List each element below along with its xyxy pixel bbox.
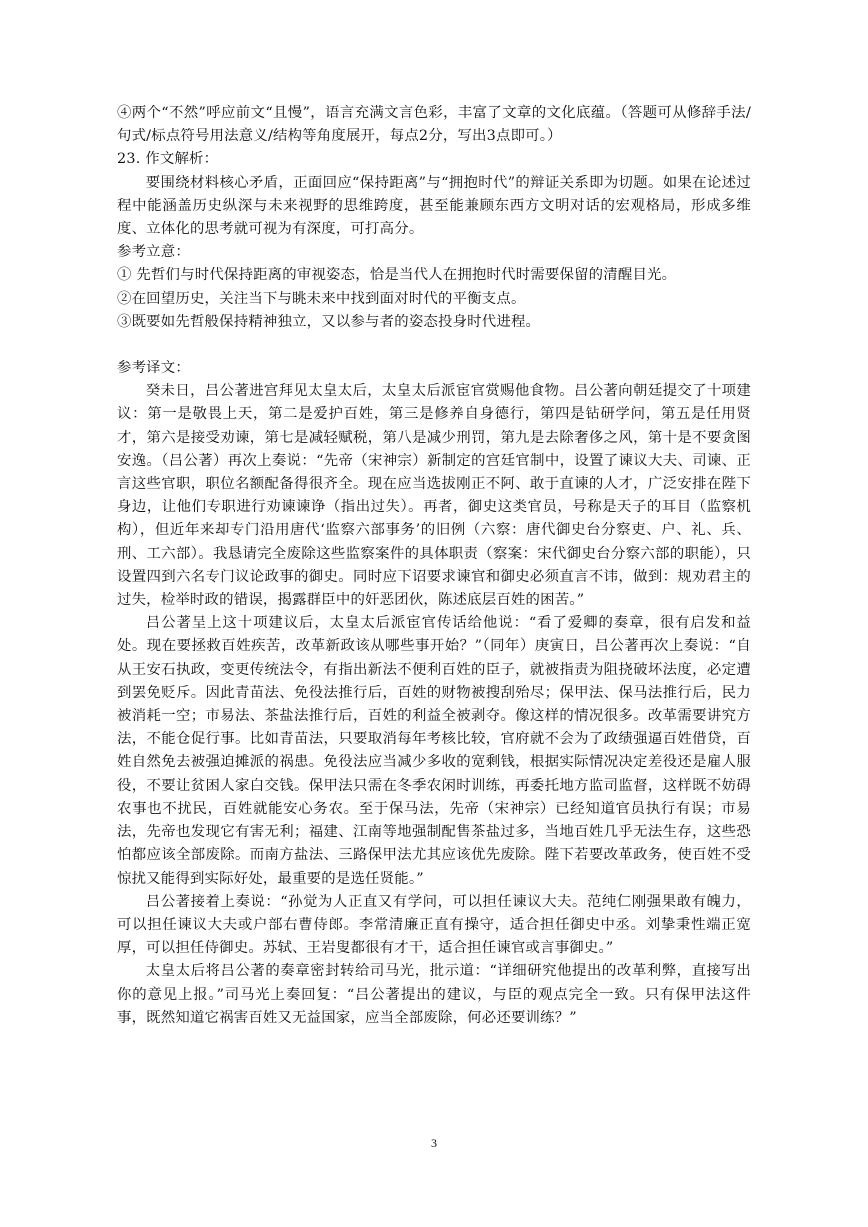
page-number: 3 bbox=[431, 1136, 437, 1150]
reference-point-3: ③既要如先哲般保持精神独立，又以参与者的姿态投身时代进程。 bbox=[117, 313, 541, 330]
translation-heading: 参考译文： bbox=[117, 360, 190, 377]
reference-heading: 参考立意： bbox=[117, 244, 190, 261]
essay-analysis: 要围绕材料核心矛盾，正面回应“保持距离”与“拥抱时代”的辩证关系即为切题。如果在论述过程中能涵盖历史纵深与未来视野的思维跨度，甚至能兼顾东西方文明对话的宏观格局，形成多维度、立体化的思考就可视为有深度，可打高分。 bbox=[117, 174, 751, 238]
reference-point-2: ②在回望历史，关注当下与眺未来中找到面对时代的平衡支点。 bbox=[117, 290, 526, 307]
translation-paragraph-4: 太皇太后将吕公著的奏章密封转给司马光，批示道：“详细研究他提出的改革利弊，直接写出你的意见上报。”司马光上奏回复：“吕公著提出的建议，与臣的观点完全一致。只有保甲法这件事，既然知道它祸害百姓又无益国家，应当全部废除，何必还要训练？” bbox=[117, 963, 751, 1026]
section-spacer bbox=[117, 334, 751, 357]
reference-point-1: ① 先哲们与时代保持距离的审视姿态，恰是当代人在拥抱时代时需要保留的清醒目光。 bbox=[117, 267, 677, 284]
essay-heading: 23. 作文解析： bbox=[117, 151, 219, 168]
translation-paragraph-1: 癸未日，吕公著进宫拜见太皇太后，太皇太后派宦官赏赐他食物。吕公著向朝廷提交了十项建议：第一是敬畏上天，第二是爱护百姓，第三是修养自身德行，第四是钻研学问，第五是任用贤才，第六是接受劝谏，第七是减轻赋税，第八是减少刑罚，第九是去除奢侈之风，第十是不要贪图安逸。（吕公著）再次上奏说：“先帝（宋神宗）新制定的宫廷官制中，设置了谏议大夫、司谏、正言这些官职，职位名额配备得很齐全。现在应当选拔刚正不阿、敢于直谏的人才，广泛安排在陛下身边，让他们专职进行劝谏谏诤（指出过失）。再者，御史这类官员，号称是天子的耳目（监察机构），但近年来却专门沿用唐代‘监察六部事务’的旧例（六察：唐代御史台分察吏、户、礼、兵、刑、工六部）。我恳请完全废除这些监察案件的具体职责（察案：宋代御史台分察六部的职能），只设置四到六名专门议论政事的御史。同时应下诏要求谏官和御史必须直言不讳，做到：规劝君主的过失，检举时政的错误，揭露群臣中的奸恶团伙，陈述底层百姓的困苦。” bbox=[117, 383, 751, 609]
answer-note: ④两个“不然”呼应前文“且慢”，语言充满文言色彩，丰富了文章的文化底蕴。（答题可从修辞手法/句式/标点符号用法意义/结构等角度展开，每点2分，写出3点即可。） bbox=[117, 105, 751, 145]
translation-paragraph-2: 吕公著呈上这十项建议后，太皇太后派宦官传话给他说：“看了爱卿的奏章，很有启发和益处。现在要拯救百姓疾苦，改革新政该从哪些事开始？”（同年）庚寅日，吕公著再次上奏说：“自从王安石执政，变更传统法令，有指出新法不便利百姓的臣子，就被指责为阻挠破坏法度，必定遭到罢免贬斥。因此青苗法、免役法推行后，百姓的财物被搜刮殆尽；保甲法、保马法推行后，民力被消耗一空；市易法、茶盐法推行后，百姓的利益全被剥夺。像这样的情况很多。改革需要讲究方法，不能仓促行事。比如青苗法，只要取消每年考核比较，官府就不会为了政绩强逼百姓借贷，百姓自然免去被强迫摊派的祸患。免役法应当减少多收的宽剩钱，根据实际情况决定差役还是雇人服役，不要让贫困人家白交钱。保甲法只需在冬季农闲时训练，再委托地方监司监督，这样既不妨碍农事也不扰民，百姓就能安心务农。至于保马法，先帝（宋神宗）已经知道官员执行有误；市易法，先帝也发现它有害无利；福建、江南等地强制配售茶盐过多，当地百姓几乎无法生存，这些恐怕都应该全部废除。而南方盐法、三路保甲法尤其应该优先废除。陛下若要改革政务，使百姓不受惊扰又能得到实际好处，最重要的是选任贤能。” bbox=[117, 615, 751, 887]
page-content bbox=[117, 102, 751, 1030]
translation-paragraph-3: 吕公著接着上奏说：“孙觉为人正直又有学问，可以担任谏议大夫。范纯仁刚强果敢有魄力，可以担任谏议大夫或户部右曹侍郎。李常清廉正直有操守，适合担任御史中丞。刘挚秉性端正宽厚，可以担任侍御史。苏轼、王岩叟都很有才干，适合担任谏官或言事御史。” bbox=[117, 893, 751, 957]
